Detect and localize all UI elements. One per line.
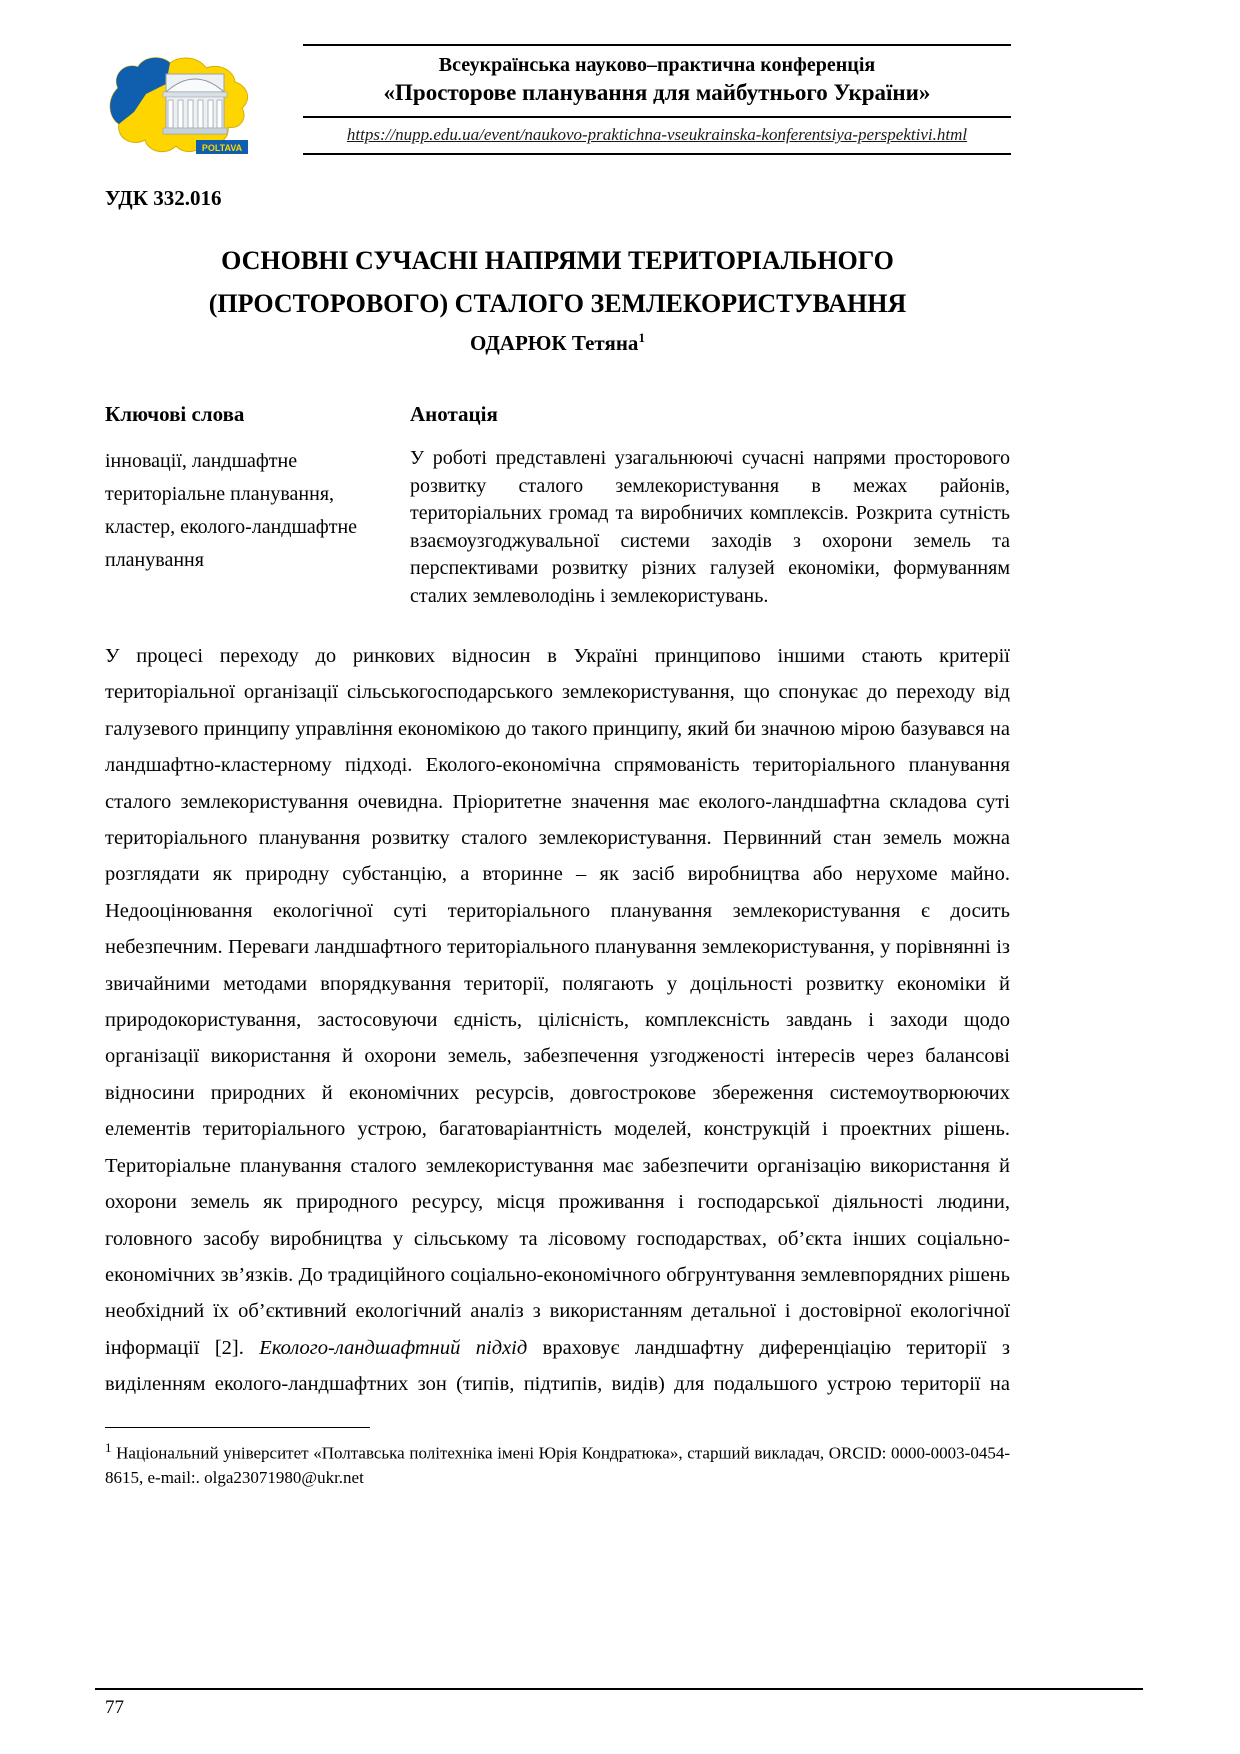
conference-url-link[interactable]: https://nupp.edu.ua/event/naukovo-praktichna-vseukrainska-konferentsiya-perspektivi.html xyxy=(346,125,968,144)
article-body xyxy=(105,186,1010,1490)
header-bottom-rule xyxy=(303,153,1011,155)
poltava-logo xyxy=(108,50,258,168)
page-number: 77 xyxy=(105,1697,124,1718)
footer-rule xyxy=(95,1688,1143,1690)
footnote-text-body: Національний університет «Полтавська політехніка імені Юрія Кондратюка», старший викладач, ORCID: 0000-0003-0454-8615, e-mail:. olga23071980@ukr.net xyxy=(105,1443,1010,1487)
article-title-line2: (ПРОСТОРОВОГО) СТАЛОГО ЗЕМЛЕКОРИСТУВАННЯ xyxy=(208,289,907,318)
main-paragraph-italic-term: Еколого-ландшафтний підхід xyxy=(259,1336,528,1359)
keywords-text: інновації, ландшафтне територіальне планування, кластер, еколого-ландшафтне планування xyxy=(105,450,358,571)
keywords-column xyxy=(105,402,390,610)
footnote-text xyxy=(105,1436,1010,1491)
main-paragraph-part2: враховує ландшафтну диференціацію території з виділенням еколого-ландшафтних зон (типів, підтипів, видів) для подальшого устрою території на xyxy=(105,1336,1010,1396)
header-mid-rule xyxy=(303,116,1011,118)
article-title-line1: ОСНОВНІ СУЧАСНІ НАПРЯМИ ТЕРИТОРІАЛЬНОГО xyxy=(221,246,894,275)
main-paragraph xyxy=(105,638,1010,1403)
footnote-ref: 1 xyxy=(105,1439,112,1455)
author-name-text: ОДАРЮК Тетяна xyxy=(470,331,639,355)
abstract-column xyxy=(410,402,1010,610)
conference-title: «Просторове планування для майбутнього України» xyxy=(383,80,931,105)
poltava-logo-image xyxy=(108,50,258,168)
keywords-abstract-block xyxy=(105,402,1010,610)
keywords-heading: Ключові слова xyxy=(105,402,245,426)
udc-code: УДК 332.016 xyxy=(105,186,222,210)
conference-header xyxy=(303,44,1011,155)
abstract-heading: Анотація xyxy=(410,402,498,426)
footnote-rule xyxy=(105,1427,370,1428)
conference-name: Всеукраїнська науково–практична конференція xyxy=(438,54,876,76)
article-title xyxy=(105,239,1010,325)
rotunda-monument xyxy=(163,74,227,134)
poltava-banner-label: POLTAVA xyxy=(201,143,243,153)
footnote-block xyxy=(105,1427,1010,1491)
author-footnote-ref: 1 xyxy=(638,330,645,345)
abstract-text: У роботі представлені узагальнюючі сучасні напрями просторового розвитку сталого землекористування в межах районів, територіальних громад та виробничих комплексів. Розкрита сутність взаємоузгоджувальної системи заходів з охорони земель та перспективами розвитку різних галузей економіки, формуванням сталих землеволодінь і землекористувань. xyxy=(410,447,1010,607)
author-name xyxy=(105,330,1010,356)
main-paragraph-part1: У процесі переходу до ринкових відносин в Україні принципово іншими стають критерії територіальної організації сільськогосподарського землекористування, що спонукає до переходу від галузевого принципу управління економікою до такого принципу, який би значною мірою базувався на ландшафтно-кластерному підході. Еколого-економічна спрямованість територіального планування сталого землекористування очевидна. Пріоритетне значення має еколого-ландшафтна складова суті територіального планування розвитку сталого землекористування. Первинний стан земель можна розглядати як природну субстанцію, а вторинне – як засіб виробництва або нерухоме майно. Недооцінювання екологічної суті територіального планування землекористування є досить небезпечним. Переваги ландшафтного територіального планування землекористування, у порівнянні із звичайними методами впорядкування території, полягають у доцільності розвитку економіки й природокористування, застосовуючи єдність, цілісність, комплексність завдань і заходи щодо організації використання й охорони земель, забезпечення узгодженості інтересів через балансові відносини природних й економічних ресурсів, довгострокове збереження системоутворюючих елементів територіального устрою, багатоваріантність моделей, конструкцій і проектних рішень. Територіальне планування сталого землекористування має забезпечити організацію використання й охорони земель як природного ресурсу, місця проживання і господарської діяльності людини, головного засобу виробництва у сільському та лісовому господарствах, об’єкта інших соціально-економічних зв’язків. До традиційного соціально-економічного обгрунтування землевпорядних рішень необхідний їх об’єктивний екологічний аналіз з використанням детальної і достовірної екологічної інформації [2]. xyxy=(105,645,1010,1359)
header-top-rule xyxy=(303,44,1011,46)
